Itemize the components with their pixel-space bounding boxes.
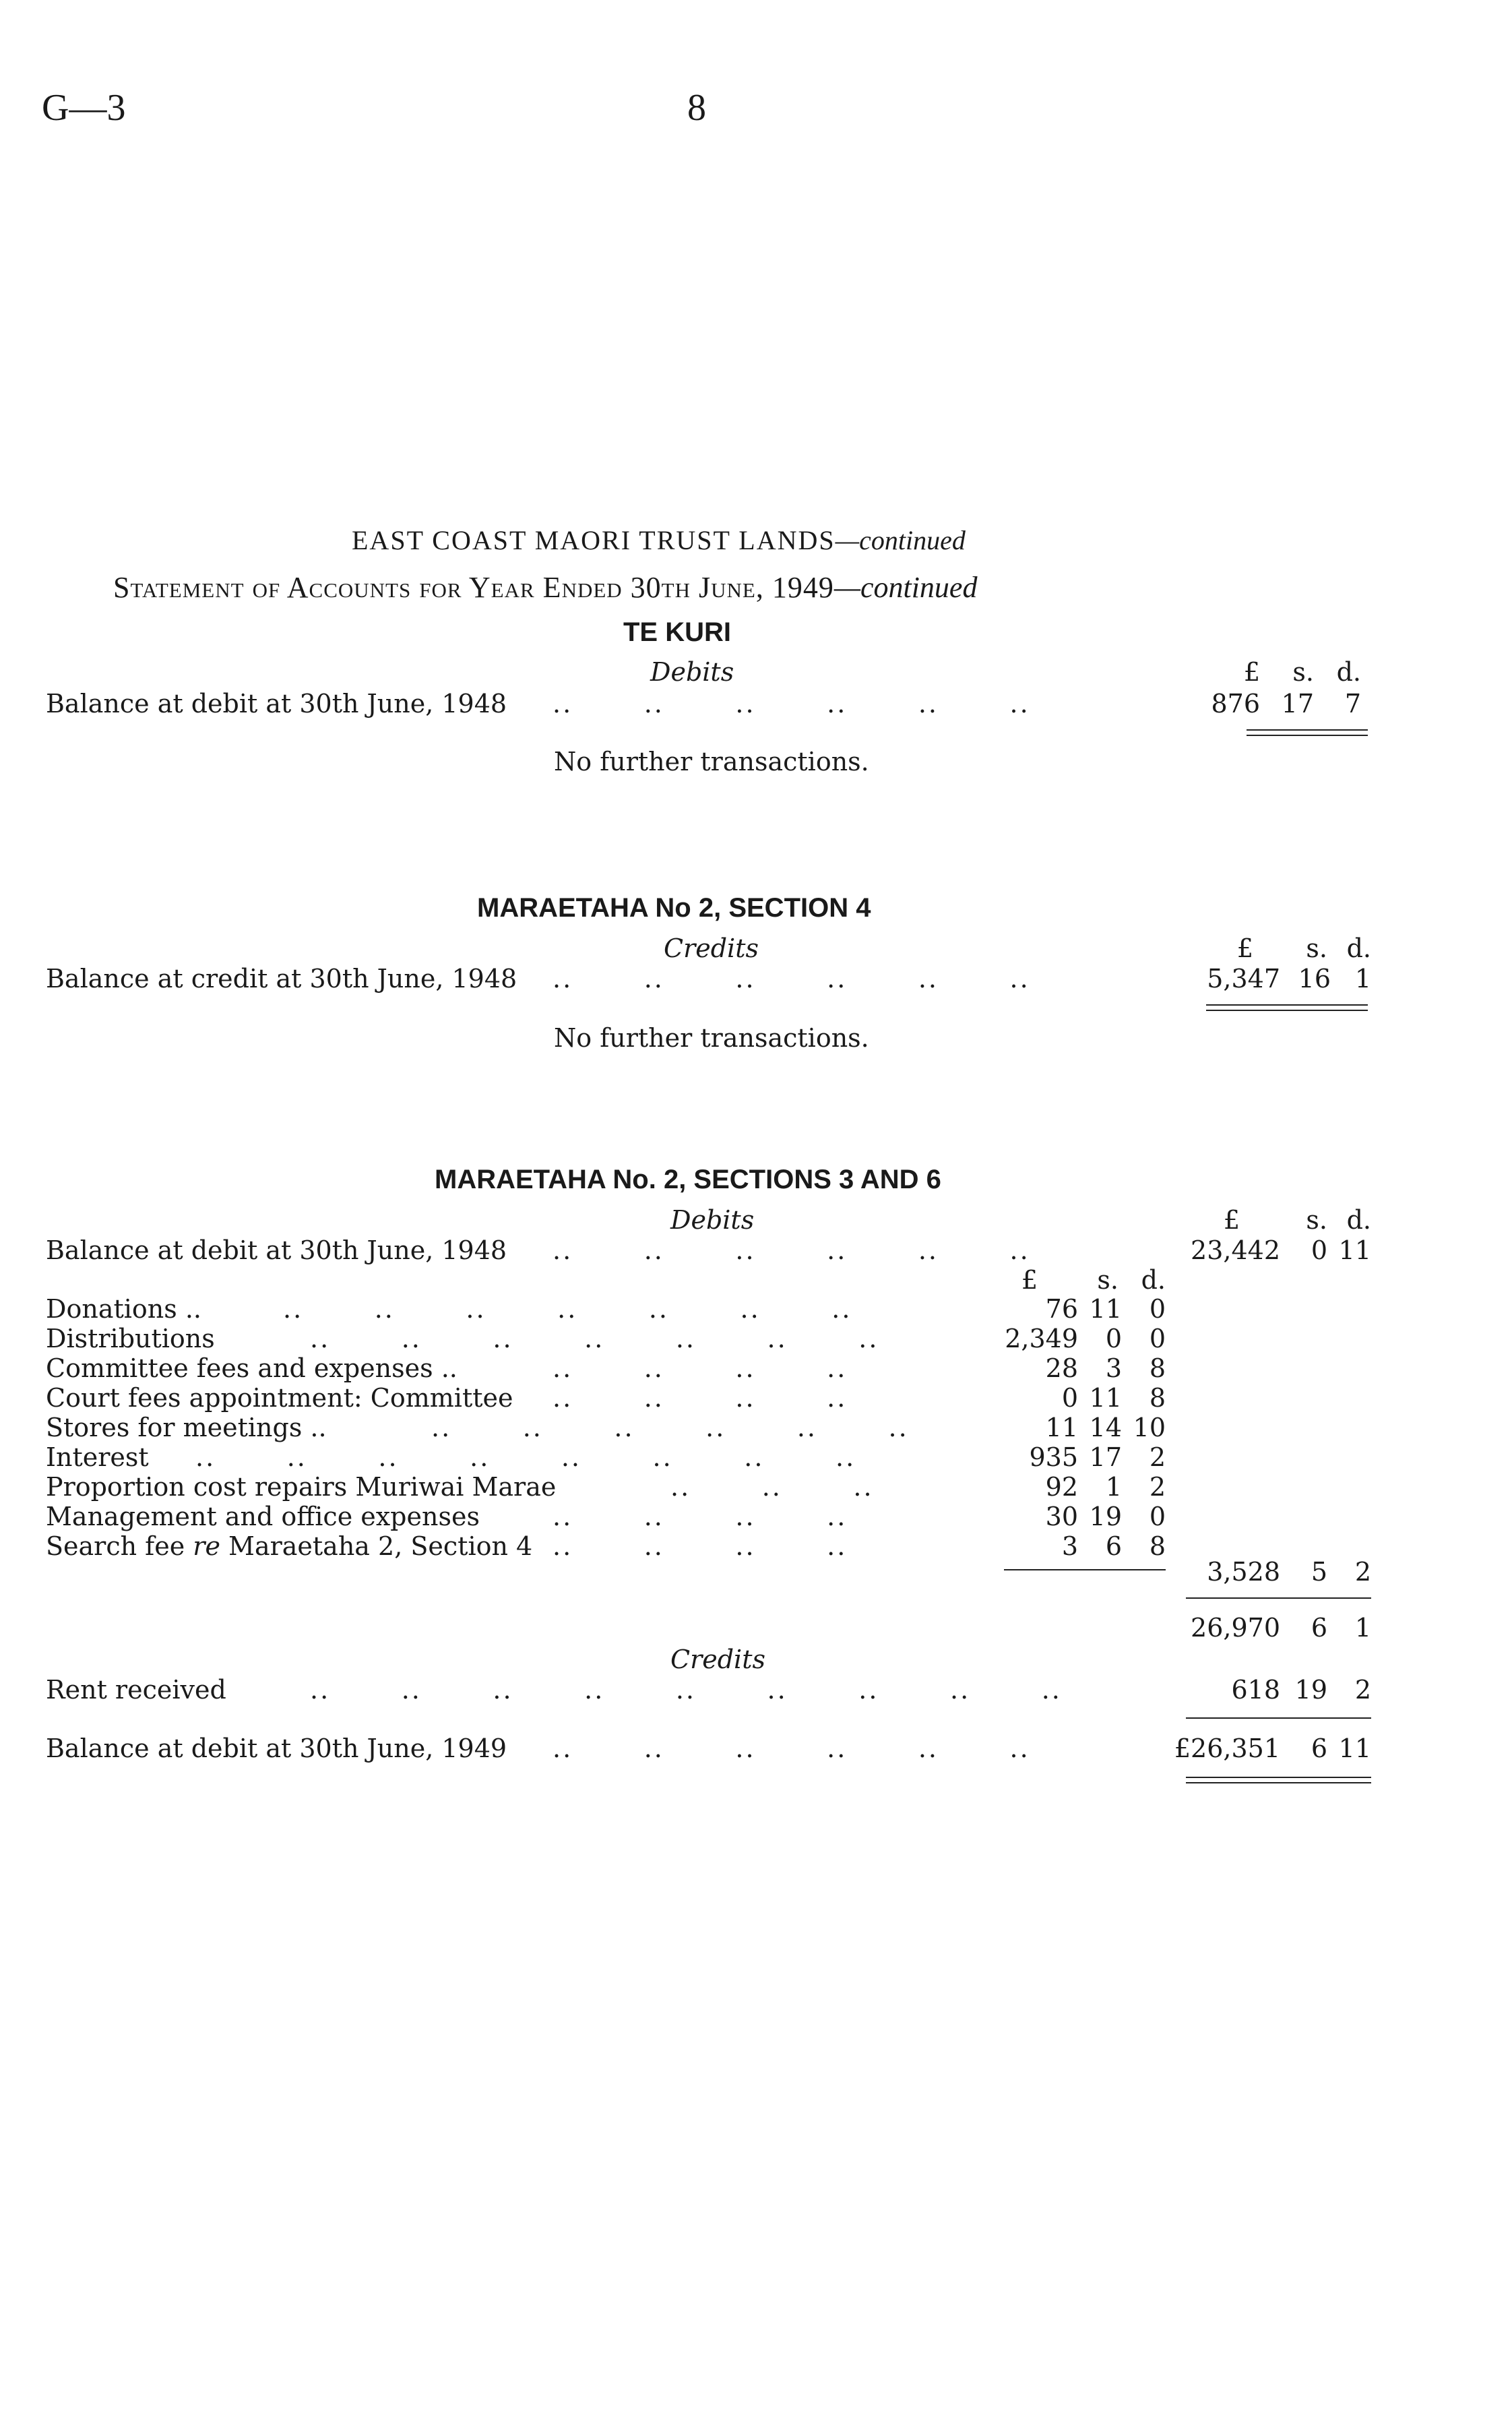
sec36-opening-label: Balance at debit at 30th June, 1948: [46, 1235, 507, 1265]
leader-dots: .. .. .. ..: [553, 1383, 848, 1413]
sec4-note: No further transactions.: [554, 1023, 869, 1053]
item-pence: 0: [1149, 1324, 1166, 1353]
leader-dots: .. .. ..: [670, 1472, 874, 1502]
te-kuri-col-pence: d.: [1336, 657, 1361, 687]
statement-title: [113, 570, 977, 605]
leader-dots: .. .. .. .. .. ..: [553, 1734, 1030, 1763]
sec36-closing-label: Balance at debit at 30th June, 1949: [46, 1734, 507, 1763]
section-heading-sec4: MARAETAHA No 2, SECTION 4: [477, 893, 871, 923]
item-shillings: 6: [1105, 1531, 1122, 1561]
sec36-opening-pence: 11: [1338, 1235, 1371, 1265]
leader-dots: .. .. .. ..: [553, 1531, 848, 1561]
sec4-col-pence: d.: [1346, 934, 1371, 963]
sec36-total-shillings: 6: [1311, 1613, 1327, 1643]
te-kuri-debits-label: Debits: [650, 657, 734, 687]
te-kuri-col-pounds: £: [1243, 657, 1260, 687]
item-pounds: 11: [1045, 1413, 1078, 1442]
item-pounds: 935: [1029, 1442, 1078, 1472]
sec36-subtotal-pounds: 3,528: [1207, 1557, 1280, 1587]
leader-dots: .. .. .. .. .. .. .. ..: [195, 1442, 856, 1472]
item-shillings: 14: [1089, 1413, 1122, 1442]
item-pounds: 0: [1061, 1383, 1078, 1413]
item-pounds: 30: [1045, 1502, 1078, 1531]
report-title-main: EAST COAST MAORI TRUST LANDS: [352, 525, 836, 555]
sec36-opening-shillings: 0: [1311, 1235, 1327, 1265]
item-pounds: 2,349: [1005, 1324, 1078, 1353]
sec36-rent-pounds: 618: [1231, 1675, 1280, 1705]
list-item-label: Donations ..: [46, 1294, 201, 1324]
list-item-label: Management and office expenses: [46, 1502, 480, 1531]
sec36-col-pounds: £: [1223, 1205, 1240, 1235]
sec36-subtotal-shillings: 5: [1311, 1557, 1327, 1587]
statement-title-cont: —continued: [833, 571, 978, 604]
list-item-label: Distributions: [46, 1324, 215, 1353]
item-pounds: 76: [1045, 1294, 1078, 1324]
sec4-col-pounds: £: [1236, 934, 1253, 963]
sec4-double-rule: [1206, 1004, 1368, 1011]
leader-dots: .. .. .. .. .. .. ..: [283, 1294, 852, 1324]
sec36-closing-shillings: 6: [1311, 1734, 1327, 1763]
item-pence: 2: [1149, 1442, 1166, 1472]
sec36-subtotal-rule: [1186, 1597, 1371, 1599]
statement-title-main: Statement of Accounts for Year Ended 30th June, 1949: [113, 571, 834, 604]
list-item-label: Stores for meetings ..: [46, 1413, 327, 1442]
sec36-rent-rule: [1186, 1717, 1371, 1719]
sec36-total-pounds: 26,970: [1191, 1613, 1280, 1643]
sec36-closing-pence: 11: [1338, 1734, 1371, 1763]
sec36-credits-label: Credits: [670, 1645, 765, 1674]
item-pence: 0: [1149, 1294, 1166, 1324]
sec36-col-pence: d.: [1346, 1205, 1371, 1235]
list-item-label: Proportion cost repairs Muriwai Marae: [46, 1472, 557, 1502]
sec36-rent-shillings: 19: [1294, 1675, 1327, 1705]
item-shillings: 3: [1105, 1353, 1122, 1383]
sec36-closing-double-rule: [1186, 1777, 1371, 1783]
sec36-inner-col-shillings: s.: [1097, 1265, 1119, 1295]
sec36-col-shillings: s.: [1306, 1205, 1327, 1235]
item-pence: 8: [1149, 1383, 1166, 1413]
item-shillings: 1: [1105, 1472, 1122, 1502]
leader-dots: .. .. .. ..: [553, 1502, 848, 1531]
leader-dots: .. .. .. ..: [553, 1353, 848, 1383]
list-item-label: Search fee re Maraetaha 2, Section 4: [46, 1531, 533, 1561]
te-kuri-double-rule: [1247, 729, 1368, 736]
sec36-rent-pence: 2: [1354, 1675, 1371, 1705]
sec4-amount-shillings: 16: [1298, 964, 1331, 993]
leader-dots: .. .. .. .. .. ..: [553, 964, 1030, 993]
sec36-rent-label: Rent received: [46, 1675, 226, 1705]
item-pence: 2: [1149, 1472, 1166, 1502]
section-heading-sec36: MARAETAHA No. 2, SECTIONS 3 AND 6: [435, 1165, 941, 1194]
sec36-subtotal-pence: 2: [1354, 1557, 1371, 1587]
sec4-credits-label: Credits: [664, 934, 759, 963]
sec4-row-label: Balance at credit at 30th June, 1948: [46, 964, 517, 993]
item-pence: 8: [1149, 1531, 1166, 1561]
leader-dots: .. .. .. .. .. .. ..: [310, 1324, 879, 1353]
te-kuri-col-shillings: s.: [1292, 657, 1314, 687]
report-title: [352, 524, 966, 556]
page-number: 8: [687, 87, 706, 129]
list-item-label: Interest: [46, 1442, 149, 1472]
item-pence: 8: [1149, 1353, 1166, 1383]
item-pounds: 92: [1045, 1472, 1078, 1502]
report-title-cont: —continued: [835, 525, 966, 555]
leader-dots: .. .. .. .. .. ..: [553, 689, 1030, 719]
sec4-amount-pounds: 5,347: [1207, 964, 1280, 993]
item-shillings: 11: [1089, 1294, 1122, 1324]
item-pence: 10: [1133, 1413, 1166, 1442]
item-pounds: 28: [1045, 1353, 1078, 1383]
sec36-items-rule: [1004, 1569, 1166, 1570]
list-item-label: Committee fees and expenses ..: [46, 1353, 458, 1383]
sec4-col-shillings: s.: [1306, 934, 1327, 963]
sec36-inner-col-pounds: £: [1021, 1265, 1038, 1295]
leader-dots: .. .. .. .. .. ..: [431, 1413, 909, 1442]
sec36-total-pence: 1: [1354, 1613, 1371, 1643]
te-kuri-amount-shillings: 17: [1281, 689, 1314, 719]
sec4-amount-pence: 1: [1354, 964, 1371, 993]
item-shillings: 11: [1089, 1383, 1122, 1413]
sec36-inner-col-pence: d.: [1141, 1265, 1166, 1295]
te-kuri-amount-pounds: 876: [1211, 689, 1260, 719]
item-pounds: 3: [1061, 1531, 1078, 1561]
item-shillings: 17: [1089, 1442, 1122, 1472]
te-kuri-note: No further transactions.: [554, 747, 869, 776]
sec36-opening-pounds: 23,442: [1191, 1235, 1280, 1265]
leader-dots: .. .. .. .. .. .. .. .. ..: [310, 1675, 1062, 1705]
te-kuri-row-label: Balance at debit at 30th June, 1948: [46, 689, 507, 719]
sec36-debits-label: Debits: [670, 1205, 755, 1235]
page-code: G—3: [42, 87, 126, 129]
item-pence: 0: [1149, 1502, 1166, 1531]
leader-dots: .. .. .. .. .. ..: [553, 1235, 1030, 1265]
section-heading-te-kuri: TE KURI: [623, 617, 731, 647]
item-shillings: 0: [1105, 1324, 1122, 1353]
list-item-label: Court fees appointment: Committee: [46, 1383, 513, 1413]
item-shillings: 19: [1089, 1502, 1122, 1531]
te-kuri-amount-pence: 7: [1344, 689, 1361, 719]
sec36-closing-pounds: £26,351: [1174, 1734, 1280, 1763]
